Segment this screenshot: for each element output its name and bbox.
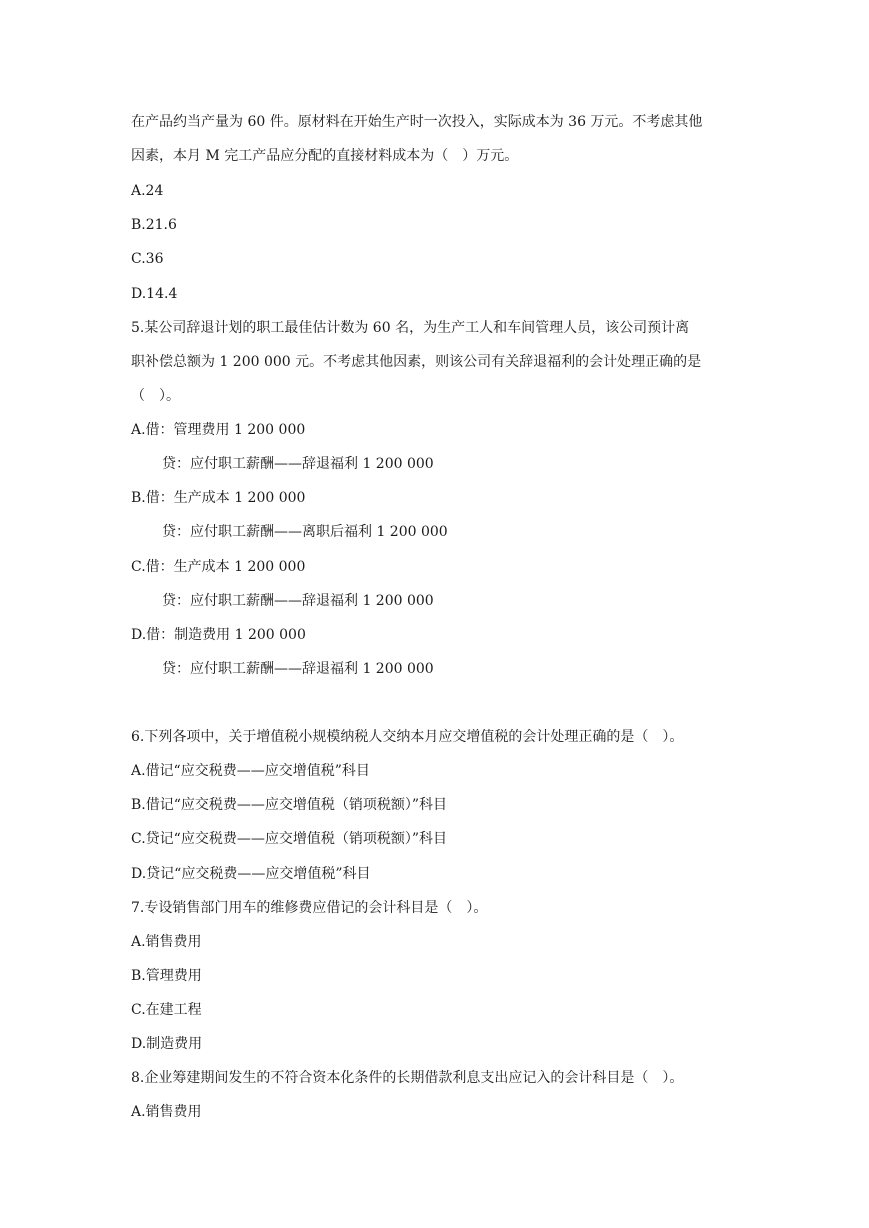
- question-7-option-d: D.制造费用: [131, 1036, 203, 1052]
- question-5-text-line-2: 职补偿总额为 1 200 000 元。不考虑其他因素，则该公司有关辞退福利的会计处理正确的是: [131, 354, 702, 370]
- question-4-option-b: B.21.6: [131, 217, 177, 233]
- question-6-option-d: D.贷记“应交税费——应交增值税”科目: [131, 866, 371, 882]
- question-8-text: 8.企业筹建期间发生的不符合资本化条件的长期借款利息支出应记入的会计科目是（ ）。: [131, 1070, 684, 1086]
- question-5-option-c-debit: C.借：生产成本 1 200 000: [131, 559, 306, 575]
- question-5-option-c-credit: 贷：应付职工薪酬——辞退福利 1 200 000: [162, 593, 434, 609]
- question-6-option-a: A.借记“应交税费——应交增值税”科目: [131, 763, 370, 779]
- question-4-option-c: C.36: [131, 251, 164, 267]
- question-4-text-line-2: 因素，本月 M 完工产品应分配的直接材料成本为（ ）万元。: [131, 148, 519, 164]
- question-6-option-c: C.贷记“应交税费——应交增值税（销项税额）”科目: [131, 831, 447, 847]
- question-4-option-d: D.14.4: [131, 286, 178, 302]
- question-5-text-line-1: 5.某公司辞退计划的职工最佳估计数为 60 名，为生产工人和车间管理人员，该公司预计离: [131, 320, 690, 336]
- question-6-text: 6.下列各项中，关于增值税小规模纳税人交纳本月应交增值税的会计处理正确的是（ ）。: [131, 729, 684, 745]
- question-5-option-d-credit: 贷：应付职工薪酬——辞退福利 1 200 000: [162, 661, 434, 677]
- question-6-option-b: B.借记“应交税费——应交增值税（销项税额）”科目: [131, 797, 448, 813]
- question-5-option-a-debit: A.借：管理费用 1 200 000: [131, 422, 306, 438]
- question-7-option-a: A.销售费用: [131, 934, 202, 950]
- question-4-text-line-1: 在产品约当产量为 60 件。原材料在开始生产时一次投入，实际成本为 36 万元。不考虑其他: [131, 114, 703, 130]
- question-5-option-d-debit: D.借：制造费用 1 200 000: [131, 627, 306, 643]
- question-5-option-b-debit: B.借：生产成本 1 200 000: [131, 490, 306, 506]
- question-5-option-a-credit: 贷：应付职工薪酬——辞退福利 1 200 000: [162, 456, 434, 472]
- question-7-text: 7.专设销售部门用车的维修费应借记的会计科目是（ ）。: [131, 900, 488, 916]
- question-8-option-a: A.销售费用: [131, 1104, 202, 1120]
- question-7-option-b: B.管理费用: [131, 968, 202, 984]
- question-7-option-c: C.在建工程: [131, 1002, 202, 1018]
- question-5-text-line-3: （ ）。: [131, 388, 180, 404]
- question-5-option-b-credit: 贷：应付职工薪酬——离职后福利 1 200 000: [162, 524, 448, 540]
- question-4-option-a: A.24: [131, 183, 164, 199]
